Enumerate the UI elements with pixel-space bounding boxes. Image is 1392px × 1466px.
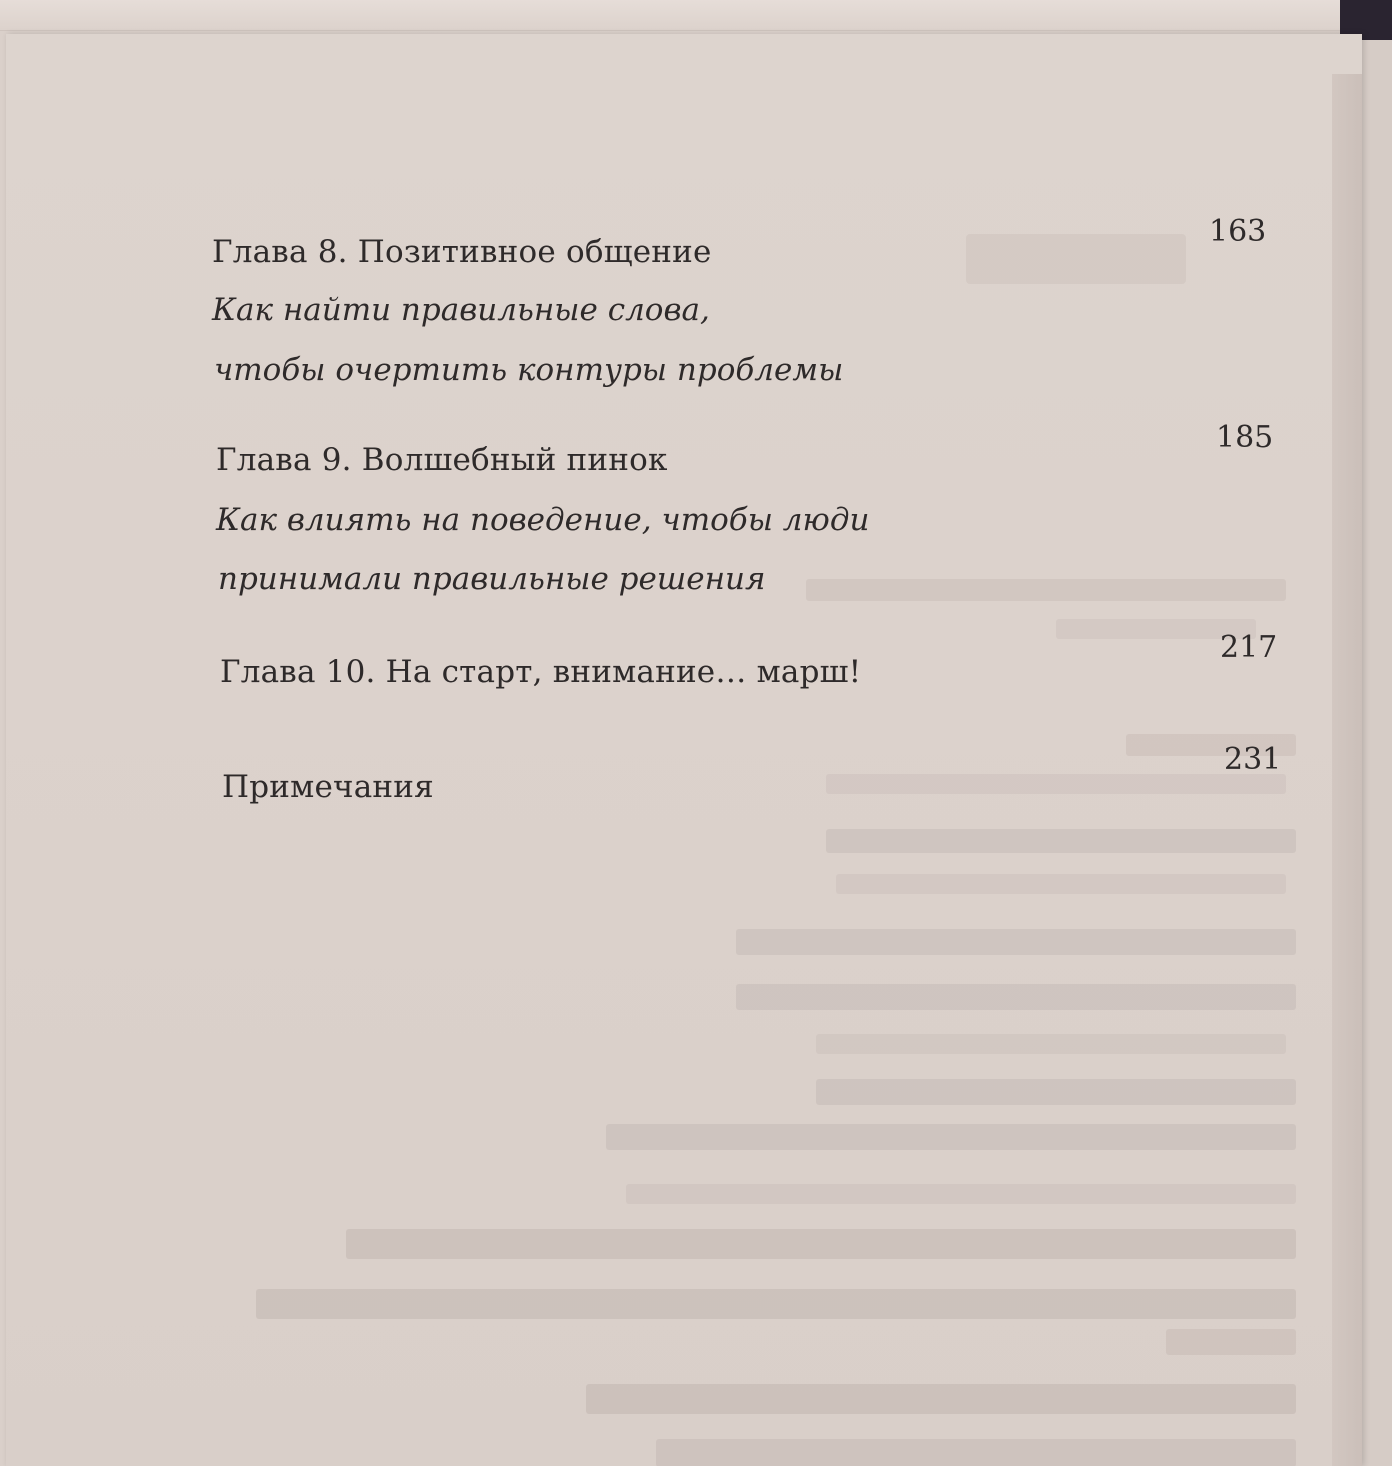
toc-entry-subtitle: Как найти правильные слова, bbox=[212, 292, 710, 328]
toc-entry-subtitle: Как влиять на поведение, чтобы люди bbox=[216, 502, 870, 538]
toc-page-number: 217 bbox=[1220, 630, 1278, 665]
toc-page-number: 185 bbox=[1216, 420, 1274, 455]
toc-page-number: 163 bbox=[1209, 214, 1267, 249]
toc-entry-title: Глава 8. Позитивное общение bbox=[212, 234, 712, 270]
toc-entry-title: Глава 10. На старт, внимание… марш! bbox=[220, 654, 862, 690]
toc-entry-subtitle: чтобы очертить контуры проблемы bbox=[214, 352, 844, 388]
book-page bbox=[6, 34, 1362, 1466]
toc-entry-title: Примечания bbox=[222, 769, 434, 805]
page-stack-edge bbox=[0, 0, 1340, 31]
toc-page-number: 231 bbox=[1224, 742, 1282, 777]
toc-entry-subtitle: принимали правильные решения bbox=[218, 561, 766, 597]
toc-entry-title: Глава 9. Волшебный пинок bbox=[216, 442, 668, 478]
